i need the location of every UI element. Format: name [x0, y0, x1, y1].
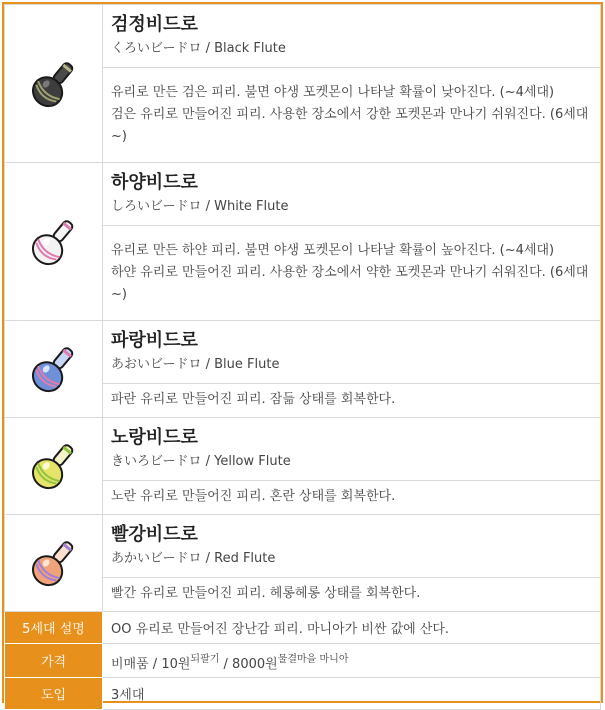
gen5-row: [5, 612, 601, 644]
flute-row-white: [5, 163, 601, 226]
flute-name: 하양비드로: [111, 172, 198, 193]
flute-header: [103, 515, 601, 578]
flute-description: [103, 481, 601, 515]
flute-header: [103, 418, 601, 481]
price-row: [5, 644, 601, 678]
flute-subtitle: あおいビードロ / Blue Flute: [111, 357, 280, 372]
flute-subtitle: くろいビードロ / Black Flute: [111, 41, 286, 56]
flute-subtitle: きいろビードロ / Yellow Flute: [111, 454, 291, 469]
flute-header: [103, 5, 601, 68]
flute-row-yellow: [5, 418, 601, 481]
intro-text: 3세대: [103, 678, 601, 710]
flute-description: [103, 226, 601, 321]
price-part2: / 8000원: [219, 656, 278, 672]
flute-row-blue: [5, 321, 601, 384]
flute-description: [103, 578, 601, 612]
flute-name: 빨강비드로: [111, 524, 198, 545]
item-infobox: [2, 2, 603, 703]
intro-label: 도입: [5, 678, 103, 710]
flute-name: 검정비드로: [111, 14, 198, 35]
flute-subtitle: しろいビードロ / White Flute: [111, 199, 289, 214]
description-line: 유리로 만든 검은 피리. 불면 야생 포켓몬이 나타날 확률이 낮아진다. (~4세대): [111, 84, 555, 100]
flute-table: [4, 4, 601, 710]
price-label: 가격: [5, 644, 103, 678]
description-line: 검은 유리로 만들어진 피리. 사용한 장소에서 강한 포켓몬과 만나기 쉬워진다. (6세대~): [111, 106, 589, 144]
gen5-text: OO 유리로 만들어진 장난감 피리. 마니아가 비싼 값에 산다.: [103, 612, 601, 644]
white-flute-icon: [5, 163, 103, 321]
price-value: [103, 644, 601, 678]
red-flute-icon: [5, 515, 103, 612]
flute-name: 노랑비드로: [111, 427, 198, 448]
yellow-flute-icon: [5, 418, 103, 515]
flute-name: 파랑비드로: [111, 330, 198, 351]
gen5-label: 5세대 설명: [5, 612, 103, 644]
price-part1: 비매품 / 10원: [111, 656, 191, 672]
flute-description: [103, 68, 601, 163]
flute-row-red: [5, 515, 601, 578]
description-line: 하얀 유리로 만들어진 피리. 사용한 장소에서 약한 포켓몬과 만나기 쉬워진다. (6세대~): [111, 264, 589, 302]
description-line: 파란 유리로 만들어진 피리. 잠듦 상태를 회복한다.: [111, 392, 396, 407]
flute-row-black: [5, 5, 601, 68]
blue-flute-icon: [5, 321, 103, 418]
description-line: 빨간 유리로 만들어진 피리. 헤롱헤롱 상태를 회복한다.: [111, 586, 421, 601]
flute-header: [103, 163, 601, 226]
description-line: 노란 유리로 만들어진 피리. 혼란 상태를 회복한다.: [111, 489, 396, 504]
price-sup1: 되팔기: [190, 653, 220, 665]
black-flute-icon: [5, 5, 103, 163]
price-sup2: 물결마을 마니아: [277, 653, 349, 665]
flute-description: [103, 384, 601, 418]
description-line: 유리로 만든 하얀 피리. 불면 야생 포켓몬이 나타날 확률이 높아진다. (~4세대): [111, 242, 555, 258]
flute-header: [103, 321, 601, 384]
flute-subtitle: あかいビードロ / Red Flute: [111, 551, 276, 566]
